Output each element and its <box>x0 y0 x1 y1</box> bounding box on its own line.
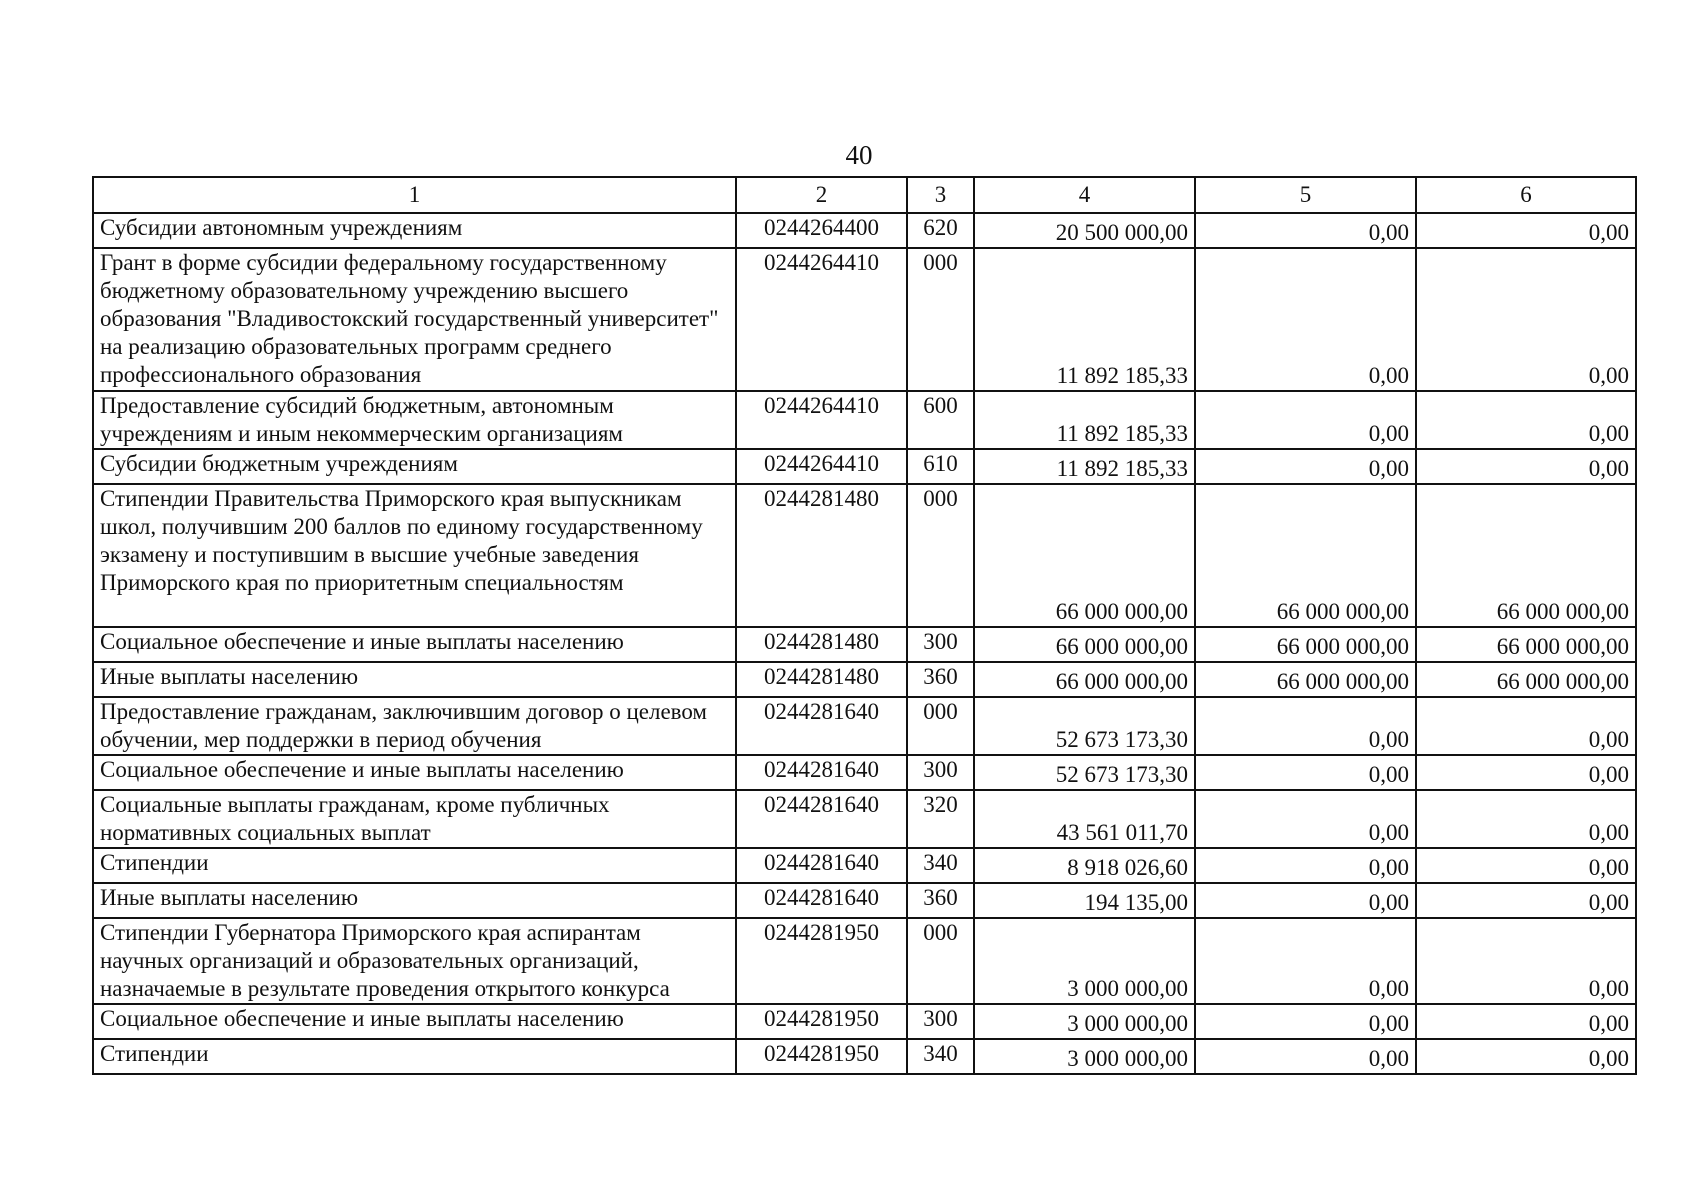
row-value-col4-cell: 3 000 000,00 <box>974 918 1195 1004</box>
row-type-cell: 620 <box>907 213 974 248</box>
row-value-col4-cell: 66 000 000,00 <box>974 662 1195 697</box>
row-value-col6-cell: 0,00 <box>1416 918 1636 1004</box>
row-value-col6-cell: 0,00 <box>1416 248 1636 391</box>
row-value-col4-cell: 20 500 000,00 <box>974 213 1195 248</box>
row-value-col6-cell: 0,00 <box>1416 1004 1636 1039</box>
row-type-cell: 000 <box>907 248 974 391</box>
row-value-col5-cell: 0,00 <box>1195 790 1416 848</box>
row-value-col5-cell: 0,00 <box>1195 449 1416 484</box>
row-code-cell: 0244281640 <box>736 883 907 918</box>
table-row <box>93 627 1636 662</box>
row-name-cell: Иные выплаты населению <box>93 662 736 697</box>
row-value-col5-cell: 0,00 <box>1195 1039 1416 1074</box>
row-type-cell: 320 <box>907 790 974 848</box>
row-value-col5-cell: 66 000 000,00 <box>1195 662 1416 697</box>
table-header-row <box>93 177 1636 213</box>
row-code-cell: 0244264400 <box>736 213 907 248</box>
row-value-col5-cell: 0,00 <box>1195 1004 1416 1039</box>
table-row <box>93 449 1636 484</box>
row-type-cell: 600 <box>907 391 974 449</box>
row-name-cell: Субсидии бюджетным учреждениям <box>93 449 736 484</box>
row-type-cell: 000 <box>907 484 974 627</box>
row-value-col6-cell: 0,00 <box>1416 1039 1636 1074</box>
table-row <box>93 484 1636 627</box>
row-value-col5-cell: 0,00 <box>1195 918 1416 1004</box>
row-name-cell: Грант в форме субсидии федеральному государственному бюджетному образовательному учреждению высшего образования "Владивостокский государственный университет" на реализацию образовательных программ среднего профессионального образования <box>93 248 736 391</box>
row-code-cell: 0244281480 <box>736 484 907 627</box>
row-name-cell: Предоставление гражданам, заключившим договор о целевом обучении, мер поддержки в период обучения <box>93 697 736 755</box>
table-row <box>93 1039 1636 1074</box>
row-value-col5-cell: 0,00 <box>1195 391 1416 449</box>
row-value-col6-cell: 0,00 <box>1416 697 1636 755</box>
row-name-cell: Социальное обеспечение и иные выплаты населению <box>93 627 736 662</box>
row-value-col5-cell: 66 000 000,00 <box>1195 627 1416 662</box>
row-value-col5-cell: 0,00 <box>1195 848 1416 883</box>
row-value-col6-cell: 0,00 <box>1416 883 1636 918</box>
column-header: 2 <box>736 177 907 213</box>
row-type-cell: 000 <box>907 918 974 1004</box>
row-name-cell: Иные выплаты населению <box>93 883 736 918</box>
row-type-cell: 360 <box>907 883 974 918</box>
row-value-col4-cell: 11 892 185,33 <box>974 391 1195 449</box>
table-row <box>93 848 1636 883</box>
column-header: 3 <box>907 177 974 213</box>
budget-table <box>92 176 1637 1075</box>
column-header: 5 <box>1195 177 1416 213</box>
row-value-col4-cell: 194 135,00 <box>974 883 1195 918</box>
row-code-cell: 0244281950 <box>736 1039 907 1074</box>
row-type-cell: 340 <box>907 848 974 883</box>
row-value-col4-cell: 43 561 011,70 <box>974 790 1195 848</box>
table-row <box>93 248 1636 391</box>
row-value-col6-cell: 66 000 000,00 <box>1416 662 1636 697</box>
row-value-col5-cell: 0,00 <box>1195 697 1416 755</box>
row-type-cell: 300 <box>907 1004 974 1039</box>
row-value-col5-cell: 0,00 <box>1195 883 1416 918</box>
row-value-col6-cell: 0,00 <box>1416 790 1636 848</box>
row-code-cell: 0244264410 <box>736 391 907 449</box>
row-value-col4-cell: 3 000 000,00 <box>974 1004 1195 1039</box>
table-row <box>93 213 1636 248</box>
table-row <box>93 1004 1636 1039</box>
row-code-cell: 0244281640 <box>736 848 907 883</box>
row-name-cell: Стипендии <box>93 848 736 883</box>
table-body <box>93 177 1636 1074</box>
row-code-cell: 0244281640 <box>736 755 907 790</box>
row-name-cell: Стипендии Правительства Приморского края выпускникам школ, получившим 200 баллов по единому государственному экзамену и поступившим в высшие учебные заведения Приморского края по приоритетным специальностям <box>93 484 736 627</box>
row-code-cell: 0244281950 <box>736 1004 907 1039</box>
row-name-cell: Социальное обеспечение и иные выплаты населению <box>93 755 736 790</box>
table-row <box>93 662 1636 697</box>
column-header: 6 <box>1416 177 1636 213</box>
table-row <box>93 790 1636 848</box>
row-type-cell: 300 <box>907 755 974 790</box>
row-value-col5-cell: 0,00 <box>1195 213 1416 248</box>
row-code-cell: 0244264410 <box>736 449 907 484</box>
row-name-cell: Социальные выплаты гражданам, кроме публичных нормативных социальных выплат <box>93 790 736 848</box>
row-value-col6-cell: 66 000 000,00 <box>1416 627 1636 662</box>
table-row <box>93 918 1636 1004</box>
row-name-cell: Субсидии автономным учреждениям <box>93 213 736 248</box>
row-value-col4-cell: 8 918 026,60 <box>974 848 1195 883</box>
page-number: 40 <box>845 140 873 170</box>
row-value-col5-cell: 66 000 000,00 <box>1195 484 1416 627</box>
table-row <box>93 697 1636 755</box>
column-header: 1 <box>93 177 736 213</box>
row-value-col6-cell: 66 000 000,00 <box>1416 484 1636 627</box>
row-name-cell: Стипендии Губернатора Приморского края аспирантам научных организаций и образовательных организаций, назначаемые в результате проведения открытого конкурса <box>93 918 736 1004</box>
row-value-col5-cell: 0,00 <box>1195 755 1416 790</box>
row-code-cell: 0244281640 <box>736 697 907 755</box>
row-code-cell: 0244281950 <box>736 918 907 1004</box>
row-type-cell: 300 <box>907 627 974 662</box>
row-value-col4-cell: 11 892 185,33 <box>974 248 1195 391</box>
column-header: 4 <box>974 177 1195 213</box>
row-value-col6-cell: 0,00 <box>1416 449 1636 484</box>
row-value-col6-cell: 0,00 <box>1416 391 1636 449</box>
row-name-cell: Социальное обеспечение и иные выплаты населению <box>93 1004 736 1039</box>
row-value-col6-cell: 0,00 <box>1416 213 1636 248</box>
row-value-col4-cell: 66 000 000,00 <box>974 627 1195 662</box>
row-type-cell: 340 <box>907 1039 974 1074</box>
row-code-cell: 0244281480 <box>736 627 907 662</box>
row-type-cell: 610 <box>907 449 974 484</box>
row-code-cell: 0244264410 <box>736 248 907 391</box>
row-value-col4-cell: 66 000 000,00 <box>974 484 1195 627</box>
row-value-col4-cell: 52 673 173,30 <box>974 697 1195 755</box>
row-value-col6-cell: 0,00 <box>1416 755 1636 790</box>
table-row <box>93 391 1636 449</box>
row-type-cell: 000 <box>907 697 974 755</box>
row-value-col4-cell: 3 000 000,00 <box>974 1039 1195 1074</box>
row-value-col4-cell: 11 892 185,33 <box>974 449 1195 484</box>
row-name-cell: Стипендии <box>93 1039 736 1074</box>
row-code-cell: 0244281640 <box>736 790 907 848</box>
table-row <box>93 883 1636 918</box>
row-name-cell: Предоставление субсидий бюджетным, автономным учреждениям и иным некоммерческим организациям <box>93 391 736 449</box>
row-value-col5-cell: 0,00 <box>1195 248 1416 391</box>
table-row <box>93 755 1636 790</box>
row-value-col4-cell: 52 673 173,30 <box>974 755 1195 790</box>
row-code-cell: 0244281480 <box>736 662 907 697</box>
row-type-cell: 360 <box>907 662 974 697</box>
row-value-col6-cell: 0,00 <box>1416 848 1636 883</box>
